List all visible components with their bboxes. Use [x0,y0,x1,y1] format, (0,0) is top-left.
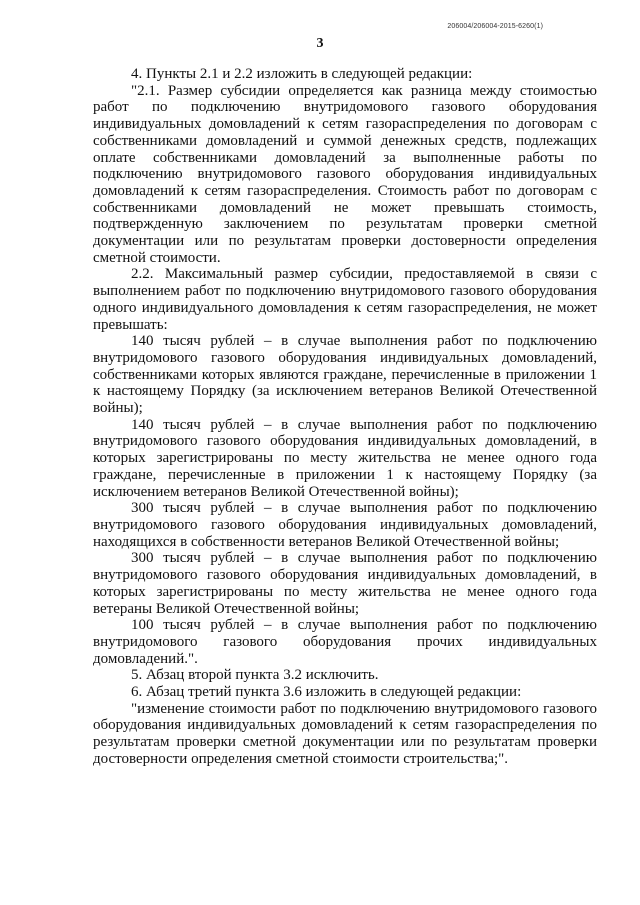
paragraph-subsidy-300-veterans-owned: 300 тысяч рублей – в случае выполнения работ по подключению внутридомового газового оборудования индивидуальных домовладений, находящихся в собственности ветеранов Великой Отечественной войны; [93,500,597,550]
paragraph-subsidy-140-owners: 140 тысяч рублей – в случае выполнения работ по подключению внутридомового газового оборудования индивидуальных домовладений, собственниками которых являются граждане, перечисленные в приложении 1 к настоящему Порядку (за исключением ветеранов Великой Отечественной войны); [93,333,597,417]
paragraph-subsidy-300-veterans-registered: 300 тысяч рублей – в случае выполнения работ по подключению внутридомового газового оборудования индивидуальных домовладений, в которых зарегистрированы по месту жительства не менее одного года ветераны Великой Отечественной войны; [93,550,597,617]
paragraph-subsidy-140-registered: 140 тысяч рублей – в случае выполнения работ по подключению внутридомового газового оборудования индивидуальных домовладений, в которых зарегистрированы по месту жительства не менее одного года граждане, перечисленные в приложении 1 к настоящему Порядку (за исключением ветеранов Великой Отечественной войны); [93,416,597,500]
paragraph-item-4-heading: 4. Пункты 2.1 и 2.2 изложить в следующей редакции: [131,66,473,82]
paragraph-item-6-heading: 6. Абзац третий пункта 3.6 изложить в следующей редакции: [131,684,522,701]
page-number: 3 [316,36,324,51]
paragraph-item-6-text: "изменение стоимости работ по подключению внутридомового газового оборудования индивидуальных домовладений к сетям газораспределения по результатам проверки сметной документации или по результатам проверки достоверности определения сметной стоимости строительства;". [93,700,597,767]
paragraph-2-2: 2.2. Максимальный размер субсидии, предоставляемой в связи с выполнением работ по подключению внутридомового газового оборудования одного индивидуального домовладения к сетям газораспределения, не может превышать: [93,266,597,333]
paragraph-subsidy-100-other: 100 тысяч рублей – в случае выполнения работ по подключению внутридомового газового оборудования прочих индивидуальных домовладений.". [93,617,597,667]
document-number: 206004/206004-2015-6260(1) [447,23,543,30]
paragraph-2-1: "2.1. Размер субсидии определяется как разница между стоимостью работ по подключению внутридомового газового оборудования индивидуальных домовладений к сетям газораспределения по договорам с собственниками домовладений и суммой денежных средств, подлежащих оплате собственниками домовладений за выполненные работы по подключению внутридомового газового оборудования индивидуальных домовладений к сетям газораспределения. Стоимость работ по договорам с собственниками домовладений не может превышать стоимость, подтвержденную заключением по результатам проверки сметной документации или по результатам проверки достоверности определения сметной стоимости. [93,82,597,266]
paragraph-item-5: 5. Абзац второй пункта 3.2 исключить. [131,667,379,684]
document-body [93,66,597,768]
